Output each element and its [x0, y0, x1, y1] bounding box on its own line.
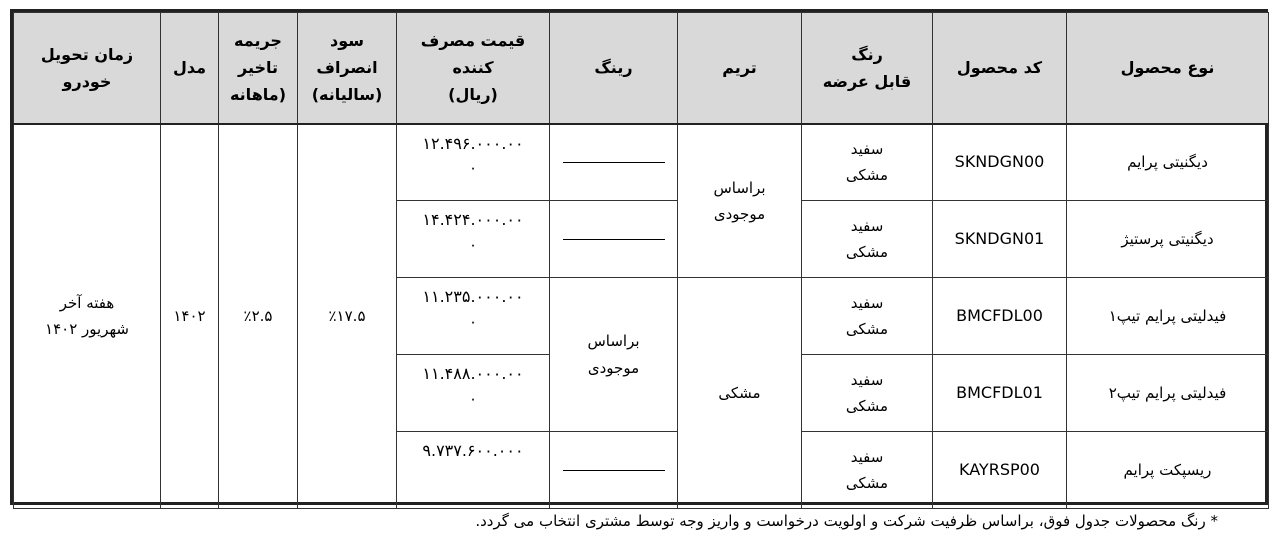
- cell-product: فیدلیتی پرایم تیپ۱: [1067, 278, 1269, 355]
- cell-product: دیگنیتی پرستیژ: [1067, 201, 1269, 278]
- header-delivery: زمان تحویل خودرو: [14, 13, 161, 124]
- cell-profit: ٪۱۷.۵: [298, 124, 397, 509]
- header-model: مدل: [161, 13, 219, 124]
- cell-product: دیگنیتی پرایم: [1067, 124, 1269, 201]
- cell-rim-dash: [550, 201, 678, 278]
- cell-trim-group2: مشکی: [678, 278, 802, 509]
- cell-colors: سفید مشکی: [802, 355, 933, 432]
- cell-product: ریسپکت پرایم: [1067, 432, 1269, 509]
- header-color: رنگ قابل عرضه: [802, 13, 933, 124]
- header-rim: رینگ: [550, 13, 678, 124]
- cell-price: ۱۲.۴۹۶.۰۰۰.۰۰ ۰: [397, 124, 550, 201]
- header-row: [14, 13, 1269, 124]
- dash-line: [563, 470, 665, 471]
- header-product-type: نوع محصول: [1067, 13, 1269, 124]
- price-table: [13, 12, 1269, 509]
- cell-code: BMCFDL00: [933, 278, 1067, 355]
- cell-penalty: ٪۲.۵: [219, 124, 298, 509]
- cell-code: SKNDGN00: [933, 124, 1067, 201]
- cell-colors: سفید مشکی: [802, 201, 933, 278]
- header-penalty: جریمه تاخیر (ماهانه: [219, 13, 298, 124]
- header-price: قیمت مصرف کننده (ریال): [397, 13, 550, 124]
- cell-price: ۹.۷۳۷.۶۰۰.۰۰۰: [397, 432, 550, 509]
- cell-rim-dash: [550, 432, 678, 509]
- cell-product: فیدلیتی پرایم تیپ۲: [1067, 355, 1269, 432]
- cell-code: KAYRSP00: [933, 432, 1067, 509]
- cell-colors: سفید مشکی: [802, 278, 933, 355]
- cell-rim-dash: [550, 124, 678, 201]
- footnote: * رنگ محصولات جدول فوق، براساس ظرفیت شرکت و اولویت درخواست و واریز وجه توسط مشتری انتخاب می گردد.: [475, 512, 1218, 530]
- cell-code: SKNDGN01: [933, 201, 1067, 278]
- header-product-code: کد محصول: [933, 13, 1067, 124]
- table-row: [14, 124, 1269, 201]
- cell-price: ۱۱.۲۳۵.۰۰۰.۰۰ ۰: [397, 278, 550, 355]
- cell-model: ۱۴۰۲: [161, 124, 219, 509]
- header-trim: تریم: [678, 13, 802, 124]
- cell-price: ۱۴.۴۲۴.۰۰۰.۰۰ ۰: [397, 201, 550, 278]
- dash-line: [563, 162, 665, 163]
- cell-colors: سفید مشکی: [802, 432, 933, 509]
- cell-trim-group1: براساس موجودی: [678, 124, 802, 278]
- dash-line: [563, 239, 665, 240]
- cell-price: ۱۱.۴۸۸.۰۰۰.۰۰ ۰: [397, 355, 550, 432]
- cell-colors: سفید مشکی: [802, 124, 933, 201]
- cell-delivery: هفته آخر شهریور ۱۴۰۲: [14, 124, 161, 509]
- cell-rim-group: براساس موجودی: [550, 278, 678, 432]
- price-table-frame: [10, 9, 1268, 505]
- cell-code: BMCFDL01: [933, 355, 1067, 432]
- header-profit: سود انصراف (سالیانه): [298, 13, 397, 124]
